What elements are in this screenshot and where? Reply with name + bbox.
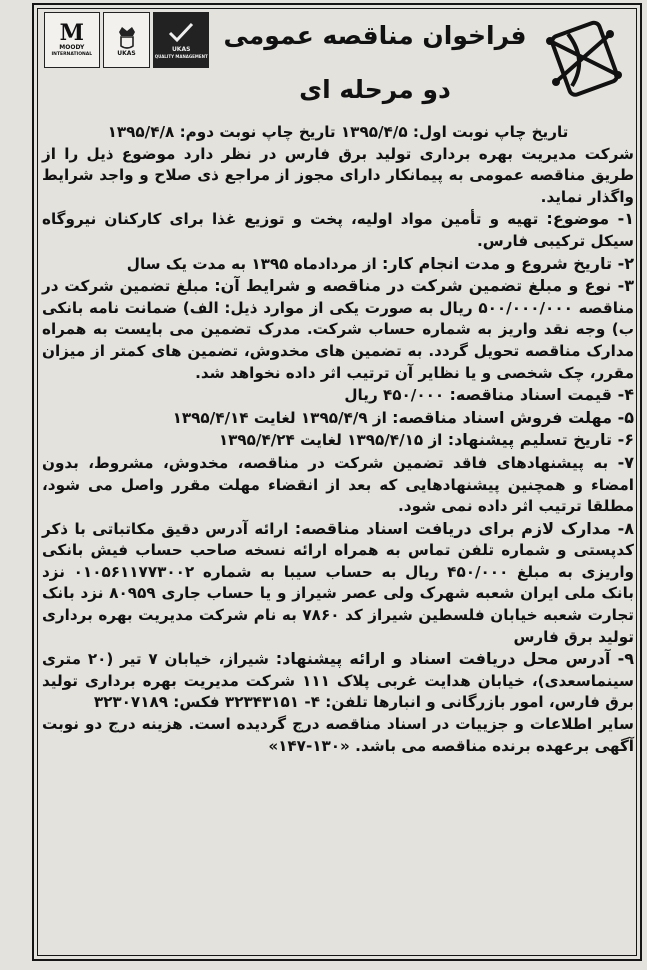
item-5: ۵- مهلت فروش اسناد مناقصه: از ۱۳۹۵/۴/۹ لغایت ۱۳۹۵/۴/۱۴ — [172, 407, 634, 427]
tick-crown-icon — [166, 20, 196, 46]
item-6: ۶- تاریخ تسلیم پیشنهاد: از ۱۳۹۵/۴/۱۵ لغایت ۱۳۹۵/۴/۲۴ — [218, 430, 634, 450]
certification-logos — [44, 12, 209, 72]
ukas-cert-logo: UKAS — [103, 12, 151, 68]
item-8: ۸- مدارک لازم برای دریافت اسناد مناقصه: ارائه آدرس دقیق مکاتباتی با ذکر کدپستی و شماره تلفن تماس به همراه ارائه نسخه صاحب حساب فیش بانکی واریزی به مبلغ ۴۵۰/۰۰۰ ریال به حساب سیبا به شماره ۰۱۰۵۶۱۱۷۷۳۰۰۲ نزد بانک ملی ایران شعبه شهرک ولی عصر شیراز و یا حساب جاری ۸۰۹۵۹ نزد بانک تجارت شعبه خیابان فلسطین شیراز کد ۷۸۶۰ به نام شرکت مدیریت بهره برداری تولید برق فارس — [42, 518, 634, 646]
notice-header — [40, 8, 636, 118]
item-1: ۱- موضوع: تهیه و تأمین مواد اولیه، پخت و توزیع غذا برای کارکنان نیروگاه سیکل ترکیبی فارس. — [42, 209, 635, 250]
intro-paragraph: شرکت مدیریت بهره برداری تولید برق فارس در نظر دارد موضوع ذیل را از طریق مناقصه عمومی به پیمانکار دارای مجوز از مراجع ذی صلاح و واجد شرایط واگذار نماید. — [42, 144, 634, 206]
moody-cert-logo: M MOODY INTERNATIONAL — [44, 12, 100, 68]
crown-icon — [116, 24, 138, 50]
notice-title: فراخوان مناقصه عمومی — [223, 21, 527, 50]
ukas-quality-logo: UKAS QUALITY MANAGEMENT — [153, 12, 209, 68]
item-2: ۲- تاریخ شروع و مدت انجام کار: از مردادماه ۱۳۹۵ به مدت یک سال — [126, 253, 634, 273]
moody-m-icon: M — [59, 20, 84, 46]
item-3: ۳- نوع و مبلغ تضمین شرکت در مناقصه و شرایط آن: مبلغ تضمین شرکت در مناقصه ۵۰۰/۰۰۰/۰۰۰ ریال به صورت یکی از موارد ذیل: الف) ضمانت نامه بانکی ب) وجه نقد واریز به شماره حساب شرکت. مدرک تضمین می بایست به همراه مدارک مناقصه تحویل گردد. به تضمین های مخدوش، تضمین های کمتر از میزان مقرر، چک شخصی و یا نظایر آن ترتیب اثر داده نخواهد شد. — [42, 276, 635, 382]
notice-subtitle: دو مرحله ای — [299, 75, 451, 104]
ad-code: «۱۴۷-۱۳۰» — [268, 736, 350, 755]
item-7: ۷- به پیشنهادهای فاقد تضمین شرکت در مناقصه، مخدوش، مشروط، بدون امضاء و همچنین پیشنهادهایی که بعد از انقضاء مهلت مقرر واصل می شود، مطلقا ترتیب اثر داده نمی شود. — [42, 452, 634, 516]
notice-body — [42, 122, 634, 757]
print-dates: تاریخ چاپ نوبت اول: ۱۳۹۵/۴/۵ تاریخ چاپ نوبت دوم: ۱۳۹۵/۴/۸ — [107, 123, 569, 141]
item-4: ۴- قیمت اسناد مناقصه: ۴۵۰/۰۰۰ ریال — [344, 385, 634, 405]
closing-note: سایر اطلاعات و جزییات در اسناد مناقصه درج گردیده است. هزینه درج دو نوبت آگهی برعهده برنده مناقصه می باشد. «۱۴۷-۱۳۰» — [42, 715, 634, 755]
company-emblem-icon — [538, 14, 630, 106]
item-9: ۹- آدرس محل دریافت اسناد و ارائه پیشنهاد: شیراز، خیابان ۷ تیر (۲۰ متری سینماسعدی)، خیابان هدایت غربی پلاک ۱۱۱ شرکت مدیریت بهره برداری تولید برق فارس، امور بازرگانی و انبارها تلفن: ۴- ۳۲۳۴۳۱۵۱ فکس: ۳۲۳۰۷۱۸۹ — [42, 649, 634, 712]
